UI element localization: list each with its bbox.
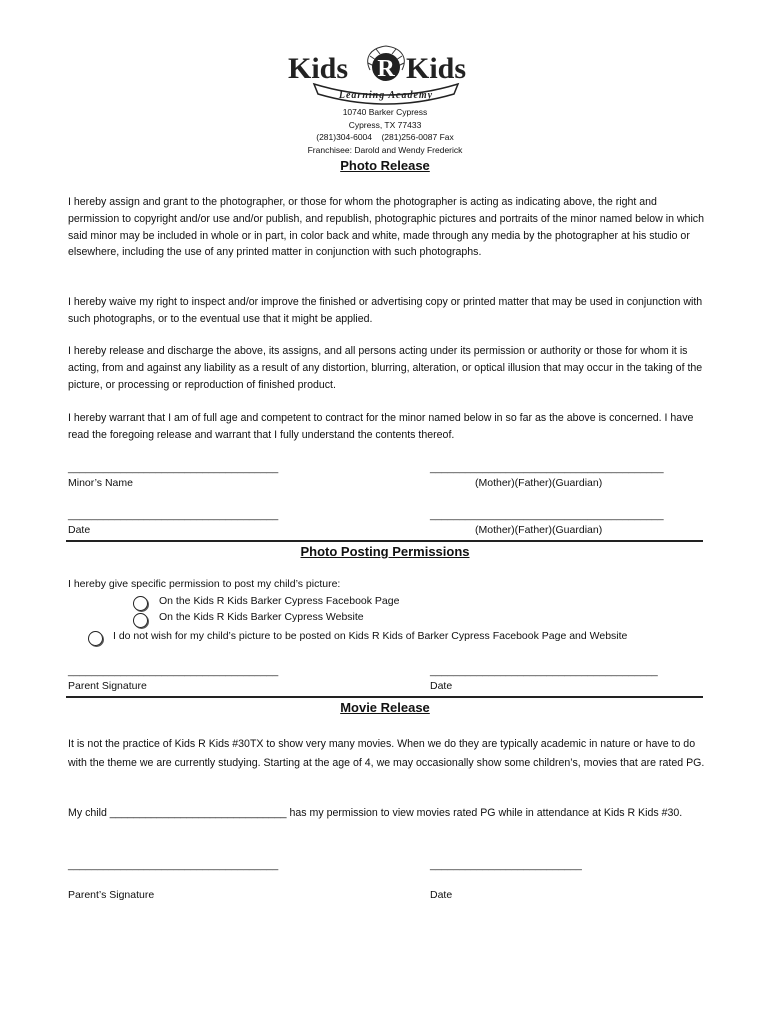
movie-parent-signature-label: Parent’s Signature xyxy=(68,889,155,901)
facebook-option-label: On the Kids R Kids Barker Cypress Facebook Page xyxy=(159,595,400,607)
minor-name-line[interactable]: ____________________________________ xyxy=(68,462,279,474)
photo-release-paragraph-2: I hereby waive my right to inspect and/or improve the finished or advertising copy or printed matter that may be used in conjunction with such photographs, or to the eventual use that it might be applied. xyxy=(68,296,703,325)
website-option-radio[interactable] xyxy=(133,613,148,628)
photo-release-paragraph-1: I hereby assign and grant to the photographer, or those for whom the photographer is acting as indicating above, the right and permission to copyright and/or use and/or publish, and republish, photographic pictures and portraits of the minor named below in which said minor may be included in whole or in part, in color back and white, made through any media by the photographer at his studio or elsewhere, including the use of any printed matter in conjunction with such photographs. xyxy=(68,196,704,259)
guardian-signature-line-2[interactable]: ________________________________________ xyxy=(430,509,664,521)
minor-name-label: Minor’s Name xyxy=(68,477,133,489)
phone-line: (281)304-6004 (281)256-0087 Fax xyxy=(316,132,454,143)
do-not-post-option-radio[interactable] xyxy=(88,631,103,646)
parent-signature-label: Parent Signature xyxy=(68,680,147,692)
photo-release-paragraph-4: I hereby warrant that I am of full age and competent to contract for the minor named below in so far as the above is concerned. I have read the foregoing release and warrant that I fully understand the contents thereof. xyxy=(68,412,694,441)
svg-text:Kids: Kids xyxy=(406,52,467,85)
posting-date-line[interactable]: _______________________________________ xyxy=(430,665,658,677)
photo-release-title: Photo Release xyxy=(340,158,430,173)
facebook-option-radio[interactable] xyxy=(133,596,148,611)
movie-date-line[interactable]: __________________________ xyxy=(430,859,582,871)
movie-parent-signature-line[interactable]: ____________________________________ xyxy=(68,859,279,871)
date-label: Date xyxy=(68,524,91,536)
date-line[interactable]: ____________________________________ xyxy=(68,509,279,521)
photo-release-paragraph-3: I hereby release and discharge the above, its assigns, and all persons acting under its permission or authority or those for whom it is acting, from and against any liability as a result of any distortion, blurring, alteration, or optical illusion that may occur in the taking of the picture, or processing or reproduction of finished product. xyxy=(68,345,703,391)
logo-graphic xyxy=(284,44,488,106)
movie-date-label: Date xyxy=(430,889,453,901)
posting-permissions-title: Photo Posting Permissions xyxy=(300,544,470,559)
section-divider-1 xyxy=(66,540,703,542)
franchisee-line: Franchisee: Darold and Wendy Frederick xyxy=(307,144,463,155)
movie-release-title: Movie Release xyxy=(340,700,430,715)
svg-text:Kids: Kids xyxy=(288,52,349,85)
guardian-label-1: (Mother)(Father)(Guardian) xyxy=(475,477,603,489)
posting-intro: I hereby give specific permission to post my child’s picture: xyxy=(68,578,341,590)
address-line-2: Cypress, TX 77433 xyxy=(348,119,422,130)
svg-text:Learning Academy: Learning Academy xyxy=(338,90,434,101)
movie-release-paragraph-1: It is not the practice of Kids R Kids #30TX to show very many movies. When we do they are typically academic in nature or have to do with the theme we are currently studying. Starting at the age of 4, we may occasionally show some children’s, movies that are rated PG. xyxy=(68,738,705,769)
parent-signature-line[interactable]: ____________________________________ xyxy=(68,665,279,677)
guardian-signature-line-1[interactable]: ________________________________________ xyxy=(430,462,664,474)
posting-date-label: Date xyxy=(430,680,453,692)
guardian-label-2: (Mother)(Father)(Guardian) xyxy=(475,524,603,536)
do-not-post-option-label: I do not wish for my child’s picture to be posted on Kids R Kids of Barker Cypress Facebook Page and Website xyxy=(113,630,628,642)
movie-release-paragraph-2: My child ______________________________ has my permission to view movies rated PG while in attendance at Kids R Kids #30. xyxy=(68,807,683,819)
address-block xyxy=(0,106,770,156)
kids-r-kids-logo xyxy=(284,44,488,106)
section-divider-2 xyxy=(66,696,703,698)
svg-text:R: R xyxy=(377,56,395,82)
address-line-1: 10740 Barker Cypress xyxy=(342,107,428,117)
website-option-label: On the Kids R Kids Barker Cypress Website xyxy=(159,611,364,623)
